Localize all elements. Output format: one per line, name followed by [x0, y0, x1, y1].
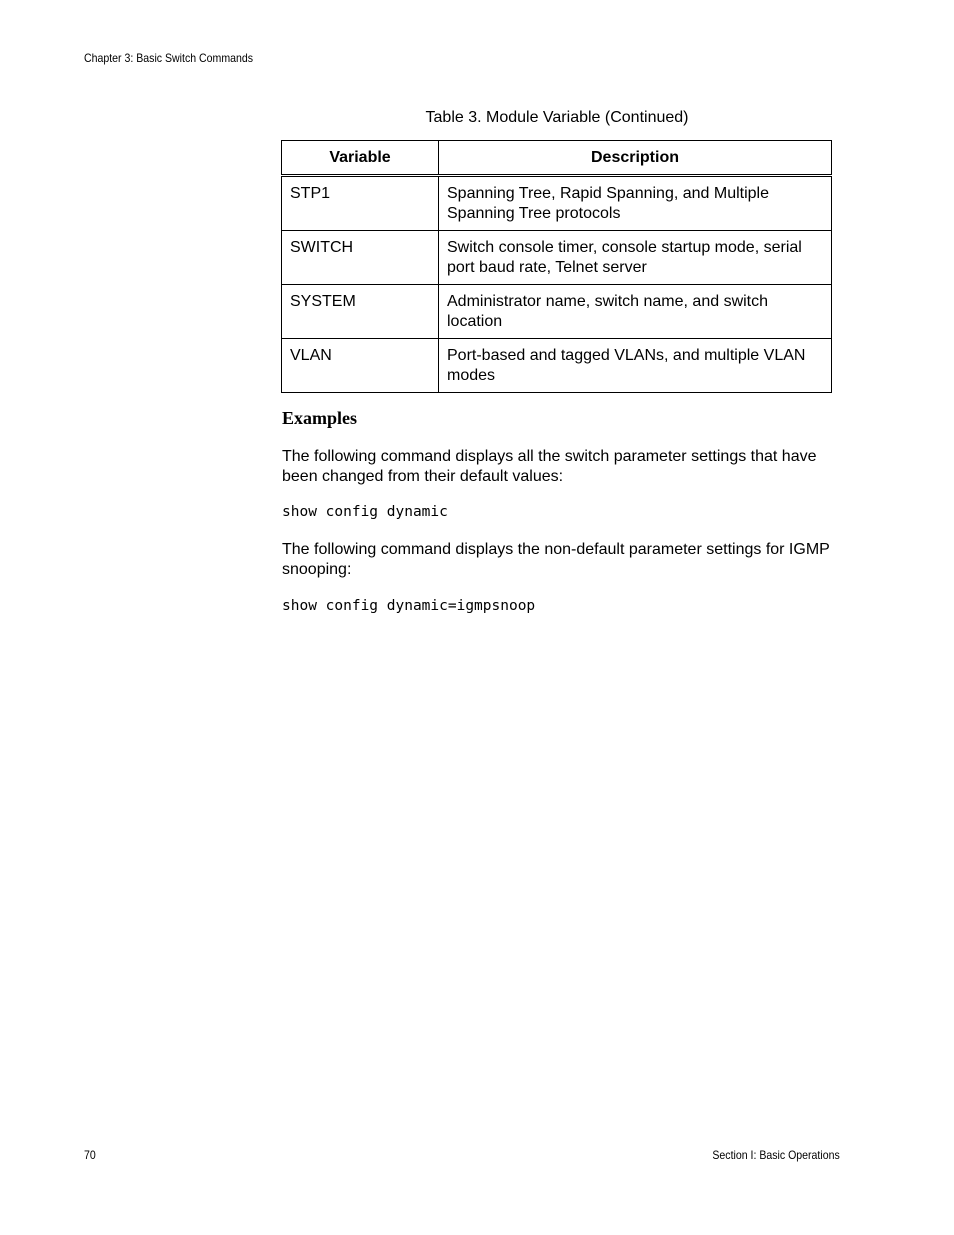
- footer-section: Section I: Basic Operations: [712, 1148, 840, 1162]
- table-row: [282, 176, 832, 231]
- description-cell: Administrator name, switch name, and switch location: [439, 285, 832, 339]
- example-paragraph-1: The following command displays all the switch parameter settings that have been changed from their default values:: [282, 448, 817, 485]
- code-example-2: show config dynamic=igmpsnoop: [282, 598, 536, 614]
- column-header-description: Description: [439, 141, 832, 176]
- table-caption: Table 3. Module Variable (Continued): [425, 109, 689, 126]
- description-cell: Switch console timer, console startup mode, serial port baud rate, Telnet server: [439, 231, 832, 285]
- description-cell: Spanning Tree, Rapid Spanning, and Multiple Spanning Tree protocols: [439, 176, 832, 231]
- table-header-row: [282, 141, 832, 176]
- code-example-1: show config dynamic: [282, 504, 448, 520]
- table-row: [282, 231, 832, 285]
- module-variable-table: [281, 140, 832, 393]
- description-cell: Port-based and tagged VLANs, and multiple VLAN modes: [439, 339, 832, 393]
- page-number: 70: [84, 1148, 96, 1162]
- variable-cell: VLAN: [282, 339, 439, 393]
- example-paragraph-2: The following command displays the non-default parameter settings for IGMP snooping:: [282, 541, 830, 578]
- variable-cell: SYSTEM: [282, 285, 439, 339]
- running-header: Chapter 3: Basic Switch Commands: [84, 51, 254, 65]
- variable-cell: STP1: [282, 176, 439, 231]
- column-header-variable: Variable: [282, 141, 439, 176]
- table-row: [282, 339, 832, 393]
- examples-heading: Examples: [282, 408, 358, 428]
- variable-cell: SWITCH: [282, 231, 439, 285]
- table-row: [282, 285, 832, 339]
